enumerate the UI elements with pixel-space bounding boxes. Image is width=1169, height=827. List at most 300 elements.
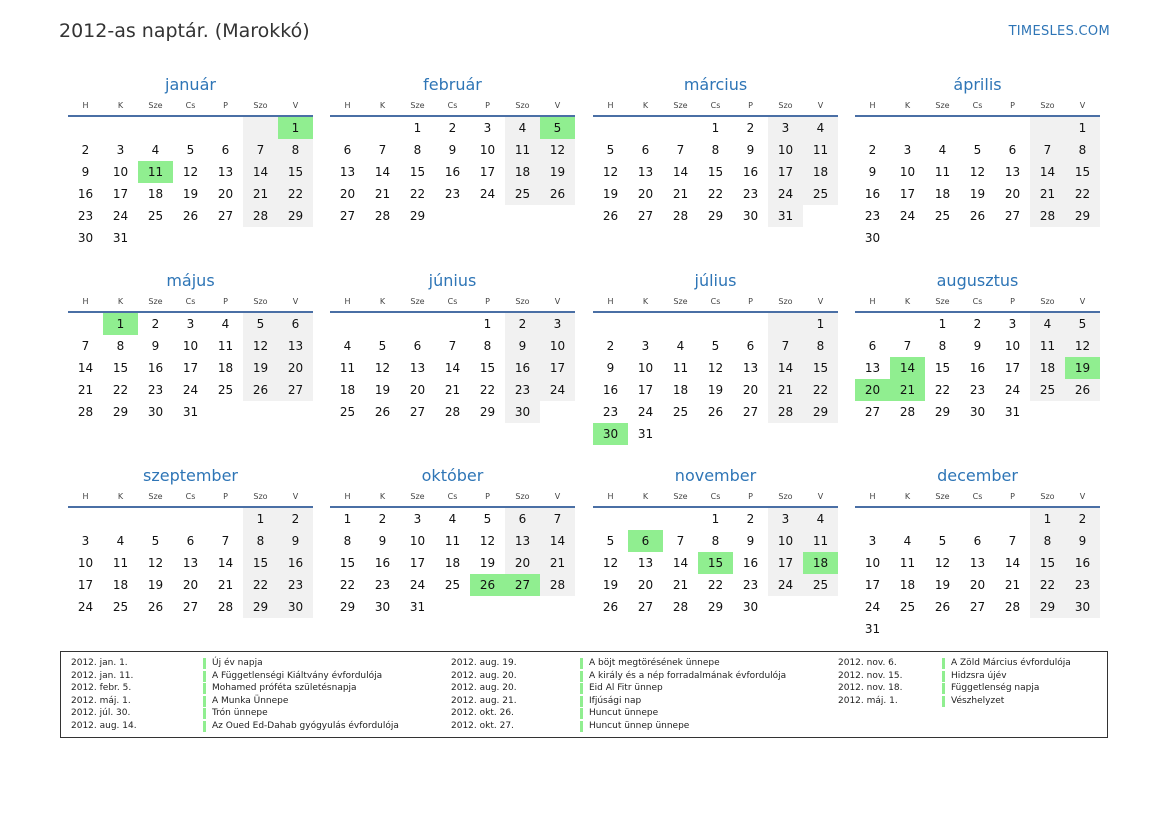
legend-holiday-name: A Munka Ünnepe [203,696,288,707]
day-cell: 19 [602,578,619,592]
weekday-label: V [554,492,561,501]
day-cell: 25 [147,209,164,223]
day-cell: 10 [864,556,881,570]
day-cell: 28 [1030,205,1065,227]
day-cell: 20 [637,187,654,201]
day-cell: 25 [339,405,356,419]
day-cell: 3 [768,508,803,530]
day-cell: 12 [540,139,575,161]
weekday-label: H [869,492,876,501]
weekday-header [593,293,838,313]
day-cell: 14 [672,165,689,179]
day-cell: 8 [413,143,422,157]
legend-date: 2012. máj. 1. [838,695,898,706]
day-cell: 19 [540,161,575,183]
weekday-header [593,97,838,117]
day-cell: 28 [672,600,689,614]
month-block [68,465,313,618]
day-cell: 27 [637,209,654,223]
weekday-label: H [344,492,351,501]
month-block [68,74,313,249]
empty-cell [593,117,628,139]
day-cell: 26 [374,405,391,419]
legend-date: 2012. aug. 19. [451,658,517,668]
day-cell: 3 [641,339,650,353]
weekday-label: Cs [185,101,196,110]
calendar-grid [68,74,1102,644]
weekday-label: Szo [515,297,530,306]
day-cell: 23 [1065,574,1100,596]
weekday-label: Cs [447,101,458,110]
weekday-header [68,293,313,313]
weekday-label: V [292,297,299,306]
day-cell: 23 [374,578,391,592]
day-cell: 13 [217,165,234,179]
day-cell: 29 [1065,205,1100,227]
day-cell: 17 [899,187,916,201]
holiday-day: 19 [1065,357,1100,379]
day-cell: 14 [1004,556,1021,570]
day-cell: 17 [637,383,654,397]
day-cell: 21 [217,578,234,592]
day-cell: 7 [540,508,575,530]
day-cell: 21 [768,379,803,401]
legend-holiday-name: Mohamed próféta születésnapja [203,683,357,694]
day-cell: 24 [409,578,426,592]
weekday-label: Szo [778,297,793,306]
weekday-header [855,293,1100,313]
day-cell: 28 [899,405,916,419]
empty-cell [435,313,470,335]
day-cell: 11 [505,139,540,161]
day-cell: 23 [77,209,94,223]
weekday-label: Sze [673,101,688,110]
day-cell: 28 [444,405,461,419]
day-cell: 7 [243,139,278,161]
day-cell: 19 [969,187,986,201]
empty-cell [68,117,103,139]
weekday-label: P [1010,297,1015,306]
day-cell: 9 [746,143,755,157]
empty-cell [138,508,173,530]
day-cell: 15 [479,361,496,375]
day-cell: 22 [409,187,426,201]
day-cell: 28 [768,401,803,423]
day-cell: 21 [672,187,689,201]
day-cell: 18 [934,187,951,201]
day-cell: 6 [343,143,352,157]
day-cell: 14 [217,556,234,570]
day-cell: 22 [707,578,724,592]
day-cell: 9 [606,361,615,375]
weekday-label: Sze [935,492,950,501]
day-cell: 16 [1065,552,1100,574]
empty-cell [628,117,663,139]
day-cell: 17 [112,187,129,201]
day-cell: 1 [711,121,720,135]
weekday-label: V [292,101,299,110]
day-cell: 20 [217,187,234,201]
weekday-label: V [292,492,299,501]
day-cell: 2 [81,143,90,157]
empty-cell [400,313,435,335]
day-cell: 4 [938,143,947,157]
weekday-label: K [117,101,124,110]
day-cell: 30 [147,405,164,419]
month-name: augusztus [936,271,1019,290]
day-cell: 30 [742,209,759,223]
day-cell: 23 [278,574,313,596]
weekday-label: P [223,101,228,110]
weekday-label: Sze [673,492,688,501]
day-cell: 26 [147,600,164,614]
day-cell: 5 [243,313,278,335]
month-name: március [683,75,748,94]
day-cell: 4 [151,143,160,157]
day-cell: 29 [339,600,356,614]
weekday-label: K [379,297,386,306]
day-grid [68,313,313,423]
weekday-header [68,488,313,508]
month-name: november [674,466,757,485]
day-cell: 18 [339,383,356,397]
day-cell: 13 [742,361,759,375]
legend-date: 2012. jan. 11. [71,670,134,681]
day-cell: 5 [606,143,615,157]
day-cell: 4 [1030,313,1065,335]
day-cell: 30 [1065,596,1100,618]
day-cell: 25 [803,574,838,596]
day-cell: 20 [278,357,313,379]
day-cell: 17 [409,556,426,570]
day-cell: 5 [483,512,492,526]
holiday-day: 15 [698,552,733,574]
day-cell: 16 [742,556,759,570]
holiday-day: 21 [890,379,925,401]
day-cell: 7 [1030,139,1065,161]
empty-cell [138,117,173,139]
day-grid [593,117,838,227]
day-cell: 10 [182,339,199,353]
day-cell: 20 [1004,187,1021,201]
weekday-label: Cs [710,492,721,501]
day-cell: 24 [899,209,916,223]
day-cell: 9 [973,339,982,353]
day-cell: 15 [243,552,278,574]
day-cell: 17 [479,165,496,179]
day-cell: 14 [672,556,689,570]
empty-cell [855,313,890,335]
day-cell: 14 [243,161,278,183]
day-cell: 22 [1065,183,1100,205]
month-name: szeptember [142,466,238,485]
weekday-label: K [379,101,386,110]
legend-date: 2012. máj. 1. [71,695,131,706]
weekday-label: K [904,101,911,110]
holiday-day: 1 [278,117,313,139]
day-cell: 26 [1065,379,1100,401]
brand-link[interactable]: TIMESLES.COM [1008,24,1110,39]
day-cell: 16 [505,357,540,379]
day-cell: 12 [1065,335,1100,357]
weekday-label: Cs [710,297,721,306]
empty-cell [173,508,208,530]
day-cell: 20 [339,187,356,201]
day-cell: 13 [637,556,654,570]
day-cell: 10 [1004,339,1021,353]
month-name: október [421,466,484,485]
day-cell: 26 [540,183,575,205]
day-cell: 6 [186,534,195,548]
weekday-label: Szo [778,101,793,110]
day-cell: 4 [505,117,540,139]
day-cell: 2 [151,317,160,331]
day-cell: 10 [409,534,426,548]
day-cell: 16 [374,556,391,570]
day-cell: 14 [768,357,803,379]
weekday-header [330,97,575,117]
day-cell: 19 [147,578,164,592]
month-block [593,270,838,445]
holiday-day: 18 [803,552,838,574]
day-cell: 26 [602,209,619,223]
day-cell: 4 [221,317,230,331]
day-cell: 30 [969,405,986,419]
day-cell: 20 [182,578,199,592]
day-cell: 29 [707,600,724,614]
legend-date: 2012. júl. 30. [71,708,131,719]
day-cell: 16 [77,187,94,201]
day-cell: 26 [602,600,619,614]
day-grid [330,313,575,423]
day-grid [855,508,1100,640]
day-cell: 29 [112,405,129,419]
day-cell: 9 [81,165,90,179]
day-cell: 18 [217,361,234,375]
holiday-day: 30 [593,423,628,445]
empty-cell [173,117,208,139]
day-cell: 25 [1030,379,1065,401]
day-cell: 13 [278,335,313,357]
day-cell: 8 [1030,530,1065,552]
day-cell: 13 [637,165,654,179]
weekday-label: Cs [710,101,721,110]
day-cell: 8 [938,339,947,353]
day-cell: 1 [938,317,947,331]
day-cell: 23 [602,405,619,419]
weekday-label: H [869,297,876,306]
day-cell: 3 [1008,317,1017,331]
day-cell: 5 [151,534,160,548]
day-cell: 15 [707,165,724,179]
empty-cell [925,508,960,530]
day-cell: 17 [864,578,881,592]
weekday-label: V [1079,101,1086,110]
legend-holiday-name: Az Oued Ed-Dahab gyógyulás évfordulója [203,721,399,732]
empty-cell [1030,117,1065,139]
weekday-label: P [485,492,490,501]
day-cell: 19 [602,187,619,201]
day-cell: 23 [444,187,461,201]
day-cell: 20 [637,578,654,592]
legend-holiday-name: Függetlenség napja [942,683,1039,694]
day-cell: 16 [147,361,164,375]
weekday-label: P [1010,492,1015,501]
weekday-header [330,488,575,508]
day-cell: 11 [339,361,356,375]
day-cell: 7 [378,143,387,157]
weekday-label: H [82,101,89,110]
day-cell: 11 [444,534,461,548]
day-cell: 25 [934,209,951,223]
day-cell: 10 [637,361,654,375]
month-block [330,465,575,618]
day-cell: 30 [864,231,881,245]
weekday-label: K [904,492,911,501]
day-cell: 18 [672,383,689,397]
day-cell: 31 [864,622,881,636]
weekday-label: P [223,492,228,501]
day-cell: 7 [1008,534,1017,548]
day-cell: 6 [278,313,313,335]
empty-cell [855,508,890,530]
day-cell: 23 [969,383,986,397]
day-cell: 20 [409,383,426,397]
day-cell: 29 [243,596,278,618]
day-cell: 31 [1004,405,1021,419]
day-cell: 29 [479,405,496,419]
day-cell: 21 [77,383,94,397]
legend-date: 2012. jan. 1. [71,658,128,668]
weekday-label: K [642,297,649,306]
day-cell: 5 [378,339,387,353]
day-cell: 22 [278,183,313,205]
day-cell: 5 [186,143,195,157]
empty-cell [995,508,1030,530]
holiday-day: 27 [505,574,540,596]
day-cell: 14 [374,165,391,179]
day-cell: 17 [768,552,803,574]
day-cell: 25 [899,600,916,614]
day-cell: 15 [278,161,313,183]
month-block [855,74,1100,249]
day-cell: 29 [803,401,838,423]
weekday-label: Sze [148,101,163,110]
day-cell: 11 [1030,335,1065,357]
day-cell: 9 [746,534,755,548]
day-cell: 3 [903,143,912,157]
day-cell: 31 [409,600,426,614]
empty-cell [628,313,663,335]
empty-cell [960,117,995,139]
day-cell: 15 [409,165,426,179]
legend-holiday-name: A böjt megtörésének ünnepe [580,658,720,669]
day-cell: 12 [182,165,199,179]
weekday-label: Sze [410,101,425,110]
weekday-label: Sze [148,492,163,501]
day-cell: 10 [112,165,129,179]
day-cell: 22 [339,578,356,592]
day-cell: 21 [540,552,575,574]
day-cell: 2 [746,121,755,135]
legend-holiday-name: Trón ünnepe [203,708,268,719]
day-cell: 30 [374,600,391,614]
legend-date: 2012. aug. 20. [451,683,517,694]
weekday-label: Szo [1040,297,1055,306]
day-cell: 9 [151,339,160,353]
day-cell: 30 [505,401,540,423]
month-block [330,270,575,423]
day-cell: 15 [1065,161,1100,183]
day-cell: 2 [1065,508,1100,530]
weekday-label: V [817,101,824,110]
empty-cell [103,117,138,139]
day-cell: 2 [868,143,877,157]
legend-date: 2012. nov. 18. [838,683,903,694]
day-cell: 18 [147,187,164,201]
weekday-label: Sze [410,492,425,501]
day-cell: 24 [540,379,575,401]
day-cell: 18 [899,578,916,592]
day-cell: 30 [742,600,759,614]
day-cell: 18 [112,578,129,592]
weekday-label: Szo [1040,101,1055,110]
day-cell: 4 [343,339,352,353]
day-cell: 11 [803,139,838,161]
weekday-label: K [117,492,124,501]
day-cell: 25 [112,600,129,614]
weekday-label: Szo [515,492,530,501]
day-cell: 14 [540,530,575,552]
day-cell: 3 [868,534,877,548]
empty-cell [593,313,628,335]
day-cell: 12 [969,165,986,179]
holiday-day: 26 [470,574,505,596]
day-cell: 1 [1065,117,1100,139]
day-cell: 9 [278,530,313,552]
day-cell: 20 [742,383,759,397]
day-cell: 7 [768,335,803,357]
month-block [855,465,1100,640]
day-cell: 25 [505,183,540,205]
day-cell: 29 [1030,596,1065,618]
day-cell: 25 [444,578,461,592]
day-cell: 23 [742,578,759,592]
day-cell: 5 [973,143,982,157]
weekday-label: V [1079,297,1086,306]
day-cell: 18 [505,161,540,183]
weekday-label: Szo [778,492,793,501]
day-cell: 2 [606,339,615,353]
month-name: december [937,466,1018,485]
day-cell: 29 [409,209,426,223]
day-cell: 18 [803,161,838,183]
day-cell: 10 [540,335,575,357]
day-cell: 31 [768,205,803,227]
legend-holiday-name: Ifjúsági nap [580,696,641,707]
day-cell: 22 [112,383,129,397]
day-cell: 8 [343,534,352,548]
day-cell: 8 [803,335,838,357]
day-cell: 3 [413,512,422,526]
day-cell: 8 [243,530,278,552]
day-grid [330,117,575,227]
day-cell: 28 [540,574,575,596]
day-cell: 17 [182,361,199,375]
empty-cell [663,117,698,139]
day-cell: 19 [934,578,951,592]
day-cell: 7 [676,534,685,548]
